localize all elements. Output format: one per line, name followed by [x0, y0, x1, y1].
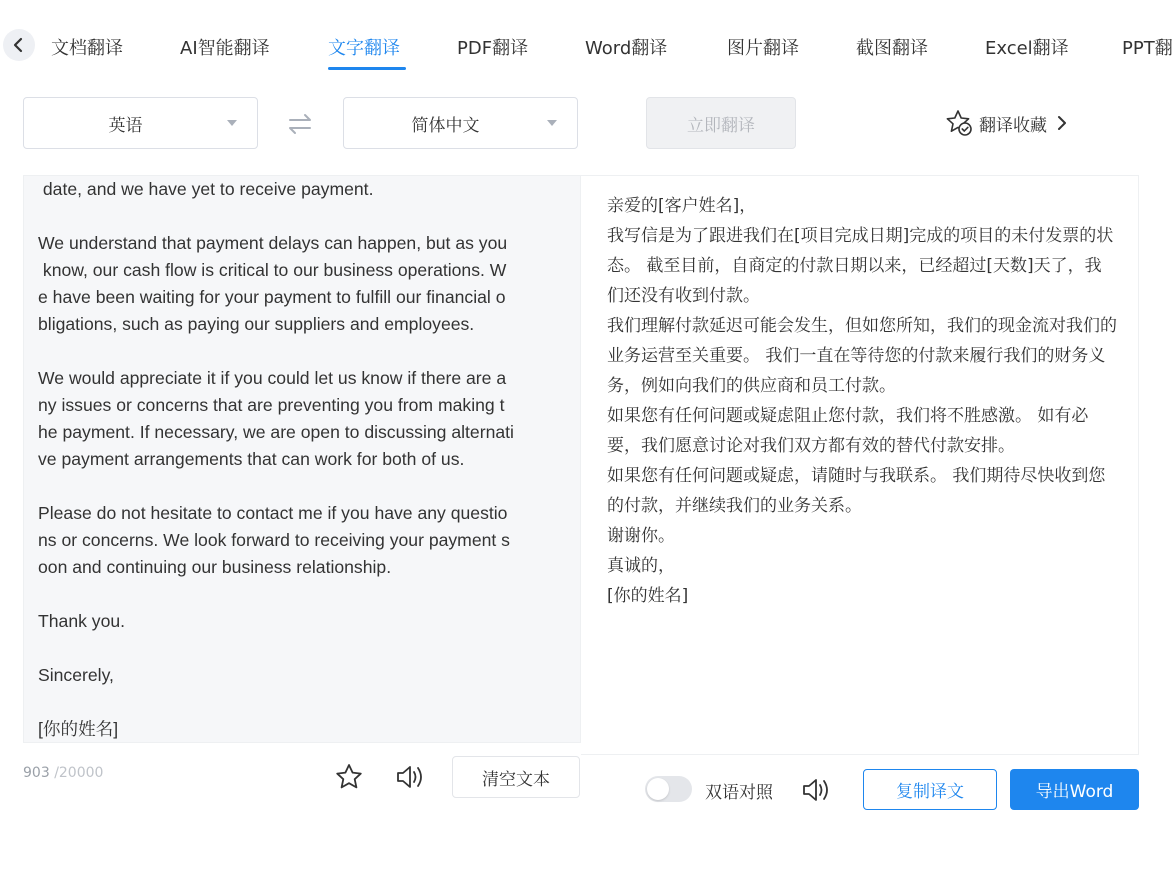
tab-pdf-translate[interactable]: PDF翻译 [457, 38, 529, 59]
tab-document-translate[interactable]: 文档翻译 [51, 38, 123, 59]
translation-line: 我们理解付款延迟可能会发生，但如您所知，我们的现金流对我们的业务运营至关重要。 我们一直在等待您的付款来履行我们的财务义务，例如向我们的供应商和员工付款。 [607, 316, 1117, 396]
star-icon [334, 762, 364, 792]
source-speak-button[interactable] [395, 762, 427, 796]
translation-line: 亲爱的[客户姓名]， [607, 196, 757, 216]
tab-excel-translate[interactable]: Excel翻译 [985, 38, 1069, 59]
chevron-right-icon [1057, 115, 1067, 131]
translation-line: 如果您有任何问题或疑虑阻止您付款，我们将不胜感激。 如有必要，我们愿意讨论对我们双方都有效的替代付款安排。 [607, 406, 1089, 456]
star-badge-icon [945, 109, 973, 137]
toggle-knob [647, 778, 669, 800]
character-count-value: 903 [23, 765, 50, 781]
favorite-button[interactable] [334, 762, 364, 796]
caret-down-icon [547, 120, 557, 126]
tab-screenshot-translate[interactable]: 截图翻译 [856, 38, 928, 59]
swap-languages-button[interactable] [286, 112, 314, 136]
translation-line: [你的姓名] [607, 586, 689, 606]
source-language-select[interactable] [23, 97, 258, 149]
character-count-max: /20000 [54, 765, 104, 781]
tab-ai-translate[interactable]: AI智能翻译 [180, 38, 270, 59]
tab-ppt-translate[interactable]: PPT翻 [1122, 38, 1173, 59]
tab-bar [0, 30, 1173, 74]
translation-line: 我写信是为了跟进我们在[项目完成日期]完成的项目的未付发票的状态。 截至目前，自商定的付款日期以来，已经超过[天数]天了，我们还没有收到付款。 [607, 226, 1114, 306]
speaker-icon [395, 762, 427, 792]
speaker-icon [801, 775, 833, 805]
copy-translation-button[interactable]: 复制译文 [863, 769, 997, 810]
tab-word-translate[interactable]: Word翻译 [585, 38, 668, 59]
swap-arrows-icon [286, 112, 314, 136]
tab-image-translate[interactable]: 图片翻译 [727, 38, 799, 59]
translation-line: 真诚的， [607, 556, 675, 576]
translation-line: 如果您有任何问题或疑虑，请随时与我联系。 我们期待尽快收到您的付款，并继续我们的业务关系。 [607, 466, 1106, 516]
translate-now-button[interactable]: 立即翻译 [646, 97, 796, 149]
caret-down-icon [227, 120, 237, 126]
source-text-area[interactable] [23, 175, 581, 743]
favorites-label: 翻译收藏 [979, 115, 1047, 136]
translation-speak-button[interactable] [801, 775, 833, 809]
translation-favorites-link[interactable] [945, 108, 1067, 138]
source-text: date, and we have yet to receive payment. We understand that payment delays can happen, but as you know, our cash flow is critical to our business operations. W e have been waiting for your payment to fulfill our financial o bligations, such as paying our suppliers and employees. We would appreciate it if you could let us know if there are a ny issues or concerns that are preventing you from making t he payment. If necessary, we are open to discussing alternati ve payment arrangements that can work for both of us. Please do not hesitate to contact me if you have any questio ns or concerns. We look forward to receiving your payment s oon and continuing our business relationship. Thank you. Sincerely, [你的姓名] [38, 179, 514, 739]
bilingual-label: 双语对照 [705, 783, 773, 803]
translation-line: 谢谢你。 [607, 526, 675, 546]
character-count [23, 765, 103, 781]
translation-result-panel [581, 175, 1139, 755]
export-word-button[interactable]: 导出Word [1010, 769, 1139, 810]
tab-text-translate[interactable]: 文字翻译 [328, 38, 400, 59]
clear-text-button[interactable]: 清空文本 [452, 756, 580, 798]
source-language-label: 英语 [108, 115, 143, 136]
translation-text [607, 191, 1117, 611]
target-language-label: 简体中文 [411, 115, 480, 136]
bilingual-toggle[interactable] [645, 776, 692, 802]
target-language-select[interactable] [343, 97, 578, 149]
active-tab-indicator [328, 67, 406, 70]
